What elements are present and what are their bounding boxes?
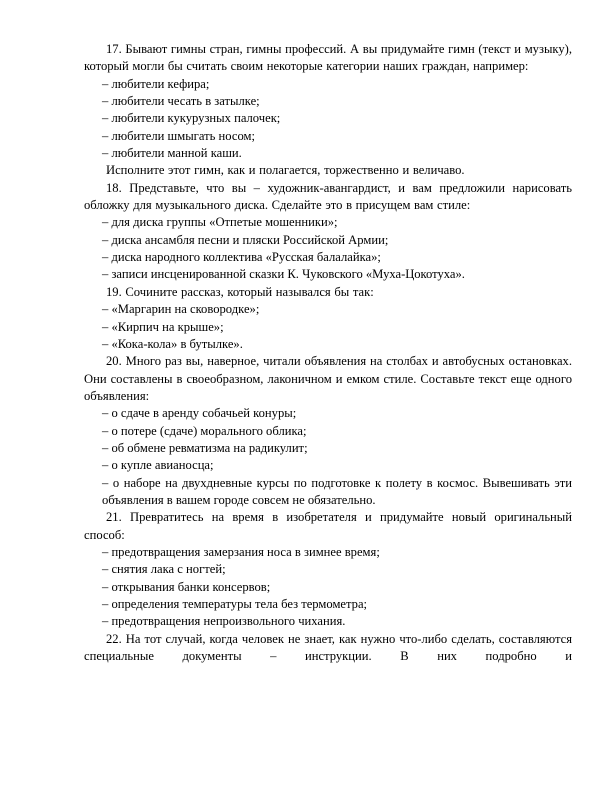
task-18-paragraph: 18. Представьте, что вы – художник-авангардист, и вам предложили нарисовать обложку для музыкального диска. Сделайте это в присущем вам стиле: — [84, 180, 572, 213]
list-item: – о наборе на двухдневные курсы по подготовке к полету в космос. Вывешивать эти объявления в вашем городе совсем не обязательно. — [102, 475, 572, 507]
list-item: – «Маргарин на сковородке»; — [102, 302, 260, 317]
list-item: – диска ансамбля песни и пляски Российской Армии; — [102, 232, 389, 247]
list-item: – о купле авианосца; — [102, 458, 214, 473]
list-item: – предотвращения замерзания носа в зимнее время; — [102, 544, 380, 559]
list-item: – записи инсценированной сказки К. Чуковского «Муха-Цокотуха». — [102, 267, 465, 282]
list-item: – любители кефира; — [102, 76, 210, 91]
task-17-paragraph: 17. Бывают гимны стран, гимны профессий. А вы придумайте гимн (текст и музыку), который могли бы считать своим некоторые категории наших граждан, например: — [84, 42, 572, 74]
task-22-paragraph: 22. На тот случай, когда человек не знает, как нужно что-либо сделать, составляются специальные документы – инструкции. В них подробно и — [84, 631, 572, 664]
list-item: – любители кукурузных палочек; — [102, 111, 281, 126]
list-item: – об обмене ревматизма на радикулит; — [102, 440, 308, 455]
list-item: – для диска группы «Отпетые мошенники»; — [102, 215, 338, 230]
task-17-instruction: Исполните этот гимн, как и полагается, торжественно и величаво. — [106, 163, 465, 178]
list-item: – о сдаче в аренду собачьей конуры; — [102, 406, 297, 421]
list-item: – снятия лака с ногтей; — [102, 562, 226, 577]
task-20-paragraph: 20. Много раз вы, наверное, читали объявления на столбах и автобусных остановках. Они составлены в своеобразном, лаконичном и емком стиле. Составьте текст еще одного объявления: — [84, 354, 572, 403]
list-item: – определения температуры тела без термометра; — [102, 597, 368, 611]
document-page — [84, 41, 572, 665]
list-item: – любители шмыгать носом; — [102, 128, 255, 143]
list-item: – «Кирпич на крыше»; — [102, 319, 224, 334]
task-19-paragraph: 19. Сочините рассказ, который назывался бы так: — [106, 284, 374, 299]
list-item: – «Кока-кола» в бутылке». — [102, 336, 243, 351]
list-item: – любители чесать в затылке; — [102, 94, 260, 109]
list-item: – диска народного коллектива «Русская балалайка»; — [102, 250, 381, 265]
task-21-paragraph: 21. Превратитесь на время в изобретателя и придумайте новый оригинальный способ: — [84, 510, 572, 542]
list-item: – любители манной каши. — [102, 146, 242, 161]
list-item: – предотвращения непроизвольного чихания. — [102, 614, 346, 629]
list-item: – о потере (сдаче) морального облика; — [102, 423, 307, 438]
list-item: – открывания банки консервов; — [102, 579, 271, 594]
